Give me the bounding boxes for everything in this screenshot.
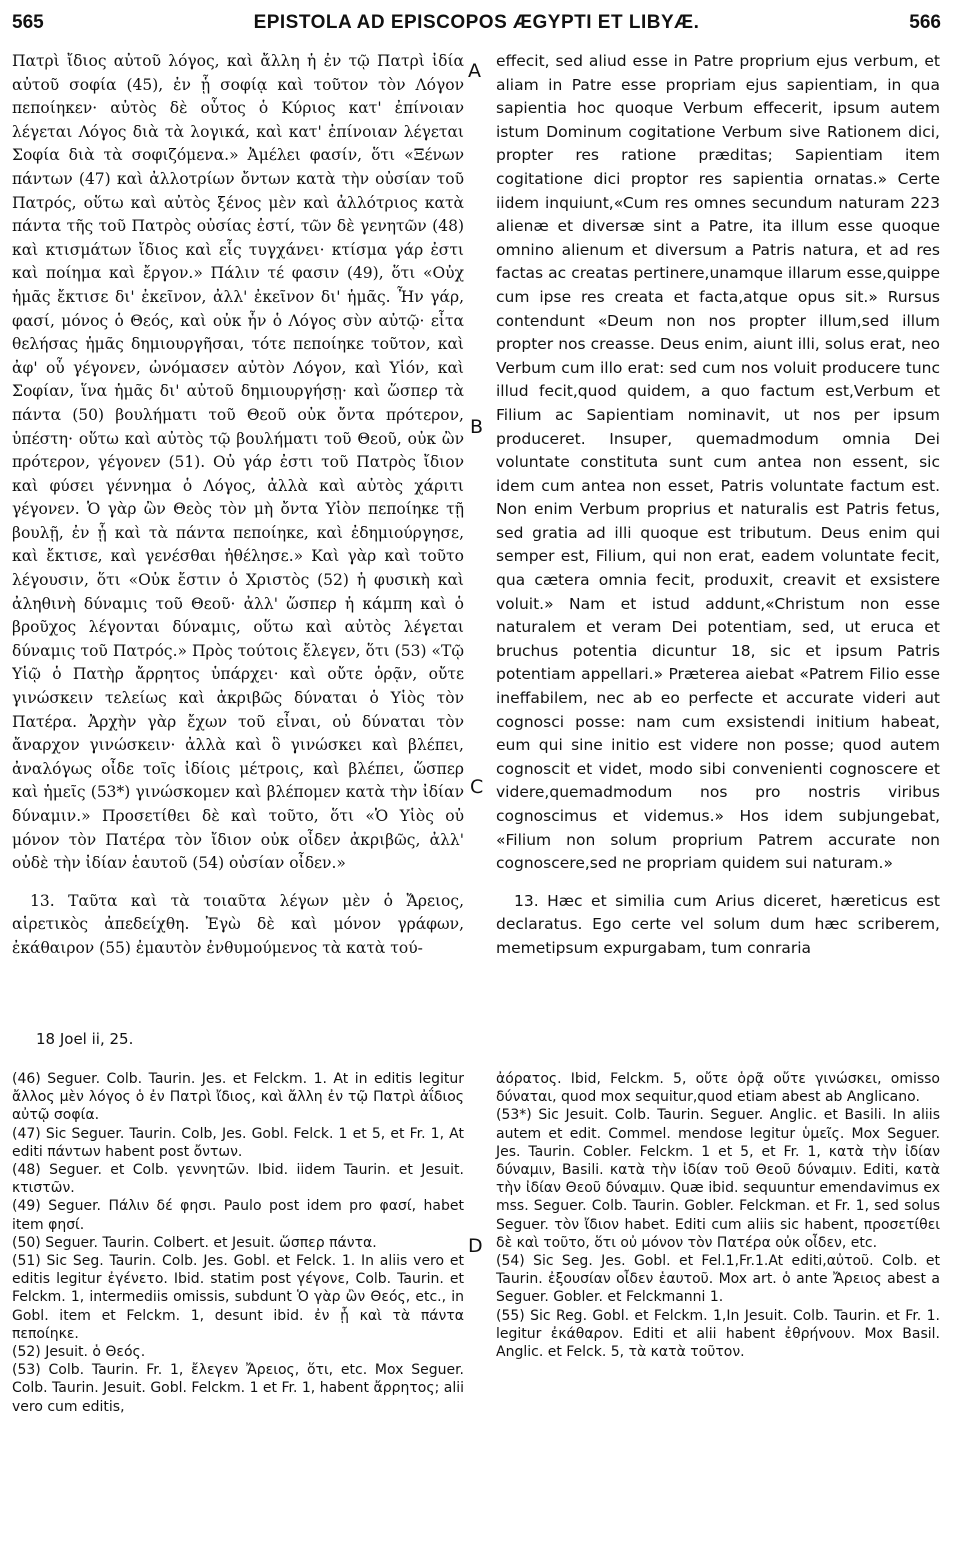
footnote: (52) Jesuit. ὁ Θεός. (12, 1344, 146, 1361)
scripture-reference: 18 Joel ii, 25. (36, 1030, 134, 1048)
margin-letter-b: B (470, 416, 484, 438)
latin-paragraph-13: 13. Hæc et similia cum Arius diceret, hæreticus est declaratus. Ego certe vel solum dum hæc scriberem, memetipsum expurgabam, tum conraria (496, 891, 940, 957)
footnote: (47) Sic Seguer. Taurin. Colb, Jes. Gobl. Felck. 1 et 5, et Fr. 1, At editi πάντων habent post ὄντων. (12, 1125, 464, 1160)
footnote: (53) Colb. Taurin. Fr. 1, ἔλεγεν Ἄρειος, ὅτι, etc. Mox Seguer. Colb. Taurin. Jesuit. Gobl. Felckm. 1 et Fr. 1, habent ἄρρητος; alii vero cum editis, (12, 1362, 464, 1415)
footnote: (54) Sic Seg. Jes. Gobl. et Fel.1,Fr.1.At editi,αὐτοῦ. Colb. et Taurin. ἐξουσίαν οἶδεν ἑαυτοῦ. Mox art. ὁ ante Ἄρειος abest a Seguer. Gobler. et Felckmanni 1. (496, 1253, 940, 1306)
right-page-number: 566 (909, 12, 941, 33)
greek-text-column (12, 50, 464, 961)
running-title: EPISTOLA AD EPISCOPOS ÆGYPTI ET LIBYÆ. (253, 12, 700, 33)
footnote: (48) Seguer. et Colb. γεννητῶν. Ibid. iidem Taurin. et Jesuit. κτιστῶν. (12, 1162, 464, 1197)
margin-letter-d: D (468, 1235, 483, 1257)
latin-text-column (496, 50, 940, 961)
footnote: (50) Seguer. Taurin. Colbert. et Jesuit. ὥσπερ πάντα. (12, 1234, 377, 1251)
margin-letter-a: A (468, 60, 481, 82)
latin-paragraph-12: effecit, sed aliud esse in Patre proprium ejus verbum, et aliam in Patre esse propriam ejus sapientiam, in qua sapientia hoc quoque Verbum effecerit, ipsum autem istum Dominum cogitatione Verbum sive Rationem dici, propter res ratione præditas; Sapientiam item cogitatione dici proptor res sapientia ornatas.» Certe iidem inquiunt,«Cum res omnes secundum naturam 223 alienæ et diversæ sint a Patre, ita illum esse quoque omnino alienum et diversum a Patris natura, et ad res factas ac creatas pertinere,unamque illarum esse,quippe cum ipse res creata et facta,atque opus sit.» Rursus contendunt «Deum non nos propter illum,sed illum propter nos creasse. Deus enim, aiunt illi, solus erat, neo Verbum cum illo erat: sed cum nos voluit producere tunc illud fecit,quod quidem, a quo factum est,Verbum et Filium ac Sapientiam nominavit, ut nos per ipsum produceret. Insuper, quemadmodum omnia Dei voluntate constituta sunt cum antea non essent, sic idem cum antea non esset, Patris voluntate factum est. Non enim Verbum proprius et naturalis est Patris fetus, sed gratia ad illi quoque est tributum. Deus enim qui semper est, Filium, qui non erat, eadem voluntate fecit, qua cætera omnia fecit, produxit, creavit et exsistere voluit.» Nam et istud addunt,«Christum non esse naturalem et veram Dei potentiam, sed, ut eruca et bruchus potentia dicuntur 18, sic et ipsum Patris potentiam appellari.» Præterea aiebat «Patrem Filio esse ineffabilem, nec ab eo perfecte et accurate videri aut cognosci posse: nam cum exsistendi initium habeat, eum qui sine initio est videre non posse; quod autem cognoscit et videt, modo sibi convenienti cognoscere et videre,quemadmodum nos pro nostris viribus cognoscimus et videmus.» Hos idem subjungebat, «Filium non solum proprium Patrem accurate non cognoscere,sed ne propriam quidem sui naturam.» (496, 52, 940, 873)
margin-letter-c: C (470, 776, 484, 798)
footnote: (49) Seguer. Πάλιν δέ φησι. Paulo post idem pro φασί, habet item φησί. (12, 1198, 464, 1233)
running-header (12, 6, 941, 40)
footnote: (51) Sic Seg. Taurin. Colb. Jes. Gobl. et Felck. 1. In aliis vero et editis legitur ἐγένετο. Ibid. statim post γέγονε, Colb. Taurin. et Felckm. 1, intermediis omissis, subdunt Ὁ γὰρ ὢν Θεός, etc., in Gobl. item et Felckm. 1, desunt ibid. ἐν ᾗ καὶ τὰ πάντα πεποίηκε. (12, 1253, 464, 1342)
footnote: (55) Sic Reg. Gobl. et Felckm. 1,In Jesuit. Colb. Taurin. et Fr. 1. legitur ἐκάθαρον. Editi et alii habent ἐθρήνουν. Mox Basil. Anglic. et Felck. 5, τὰ κατὰ τοῦτον. (496, 1307, 940, 1361)
greek-paragraph-12: Πατρὶ ἴδιος αὐτοῦ λόγος, καὶ ἄλλη ἡ ἐν τῷ Πατρὶ ἰδία αὐτοῦ σοφία (45), ἐν ᾗ σοφίᾳ καὶ τοῦτον τὸν Λόγον πεποίηκεν· αὐτὸς δὲ οὗτος ὁ Κύριος κατ' ἐπίνοιαν λέγεται Λόγος διὰ τὰ λογικά, καὶ κατ' ἐπίνοιαν λέγεται Σοφία διὰ τὰ σοφιζόμενα.» Ἀμέλει φασίν, ὅτι «Ξένων πάντων (47) καὶ ἀλλοτρίων ὄντων κατὰ τὴν οὐσίαν τοῦ Πατρός, οὕτω καὶ αὐτὸς ξένος μὲν καὶ ἀλλότριος κατὰ πάντα τῆς τοῦ Πατρὸς οὐσίας ἐστί, τῶν δὲ γενητῶν (48) καὶ κτισμάτων ἴδιος καὶ εἷς τυγχάνει· κτίσμα γάρ ἐστι καὶ ποίημα καὶ ἔργον.» Πάλιν τέ φασιν (49), ὅτι «Οὐχ ἡμᾶς ἔκτισε δι' ἐκεῖνον, ἀλλ' ἐκεῖνον δι' ἡμᾶς. Ἦν γάρ, φασί, μόνος ὁ Θεός, καὶ οὐκ ἦν ὁ Λόγος σὺν αὐτῷ· εἶτα θελήσας ἡμᾶς δημιουργῆσαι, τότε πεποίηκε τοῦτον, καὶ ἀφ' οὗ γέγονεν, ὠνόμασεν αὐτὸν Λόγον, καὶ Υἱόν, καὶ Σοφίαν, ἵνα ἡμᾶς δι' αὐτοῦ δημιουργήσῃ· καὶ ὥσπερ τὰ πάντα (50) βουλήματι τοῦ Θεοῦ οὐκ ὄντα πρότερον, ὑπέστη· οὕτω καὶ αὐτὸς τῷ βουλήματι τοῦ Θεοῦ, οὐκ ὢν πρότερον, γέγονεν (51). Οὐ γάρ ἐστι τοῦ Πατρὸς ἴδιον καὶ φύσει γέννημα ὁ Λόγος, ἀλλὰ καὶ αὐτὸς χάριτι γέγονεν. Ὁ γὰρ ὢν Θεὸς τὸν μὴ ὄντα Υἱὸν πεποίηκε τῇ βουλῇ, ἐν ᾗ καὶ τὰ πάντα πεποίηκε, καὶ ἐδημιούργησε, καὶ ἔκτισε, καὶ γενέσθαι ἠθέλησε.» Καὶ γὰρ καὶ τοῦτο λέγουσιν, ὅτι «Οὐκ ἔστιν ὁ Χριστὸς (52) ἡ φυσικὴ καὶ ἀληθινὴ δύναμις τοῦ Θεοῦ· ἀλλ' ὥσπερ ἡ κάμπη καὶ ὁ βροῦχος λέγονται δύναμις, οὕτω καὶ αὐτὸς λέγεται δύναμις τοῦ Πατρός.» Πρὸς τούτοις ἔλεγεν, ὅτι (53) «Τῷ Υἱῷ ὁ Πατὴρ ἄρρητος ὑπάρχει· καὶ οὔτε ὁρᾷν, οὔτε γινώσκειν τελείως καὶ ἀκριβῶς δύναται ὁ Υἱὸς τὸν Πατέρα. Ἀρχὴν γὰρ ἔχων τοῦ εἶναι, οὐ δύναται τὸν ἄναρχον γινώσκειν· ἀλλὰ καὶ ὃ γινώσκει καὶ βλέπει, ἀναλόγως οἶδε τοῖς ἰδίοις μέτροις, καὶ βλέπει, ὥσπερ καὶ ἡμεῖς (53*) γινώσκομεν καὶ βλέπομεν κατὰ τὴν ἰδίαν δύναμιν.» Προσετίθει δὲ καὶ τοῦτο, ὅτι «Ὁ Υἱὸς οὐ μόνον τὸν Πατέρα τὸν ἴδιον οὐκ οἶδεν ἀκριβῶς, ἀλλ' οὐδὲ τὴν ἰδίαν ἑαυτοῦ (54) οὐσίαν οἶδεν.» (12, 52, 464, 873)
left-page-number: 565 (12, 12, 44, 33)
footnotes-right (496, 1070, 940, 1361)
footnote: (46) Seguer. Colb. Taurin. Jes. et Felckm. 1. At in editis legitur ἄλλος μὲν λόγος ὁ ἐν Πατρὶ ἴδιος, καὶ ἄλλη ἐν τῷ Πατρὶ ἀΐδιος αὐτῷ σοφία. (12, 1071, 464, 1124)
footnotes-left (12, 1070, 464, 1416)
greek-paragraph-13: 13. Ταῦτα καὶ τὰ τοιαῦτα λέγων μὲν ὁ Ἄρειος, αἱρετικὸς ἀπεδείχθη. Ἐγὼ δὲ καὶ μόνον γράφων, ἐκάθαιρον (55) ἐμαυτὸν ἐνθυμούμενος τὰ κατὰ τού- (12, 891, 464, 957)
footnote: (53*) Sic Jesuit. Colb. Taurin. Seguer. Anglic. et Basili. In aliis autem et edit. Commel. mendose legitur ὑμεῖς. Mox Seguer. Jes. Taurin. Cobler. Felckm. 1 et 5, et Fr. 1, κατὰ τὴν ἰδίαν δύναμιν, Basili. κατὰ τὴν ἰδίαν τοῦ Θεοῦ δύναμιν. Editi, κατὰ τὴν ἰδίαν Θεοῦ δύναμιν. Quæ ibid. sequuntur emendavimus ex mss. Seguer. Colb. Taurin. Gobler. Felckman. et Fr. 1, sed solus Seguer. τὸν ἴδιον habet. Editi cum aliis sic habent, προσετίθει δὲ καὶ τοῦτο, ὅτι οὐ μόνον τὸν Πατέρα οὐκ οἶδεν, etc. (496, 1107, 940, 1251)
footnote: ἀόρατος. Ibid, Felckm. 5, οὔτε ὁρᾷ οὔτε γινώσκει, omisso δύναται, quod mox sequitur,quod etiam abest ab Anglicano. (496, 1071, 940, 1106)
